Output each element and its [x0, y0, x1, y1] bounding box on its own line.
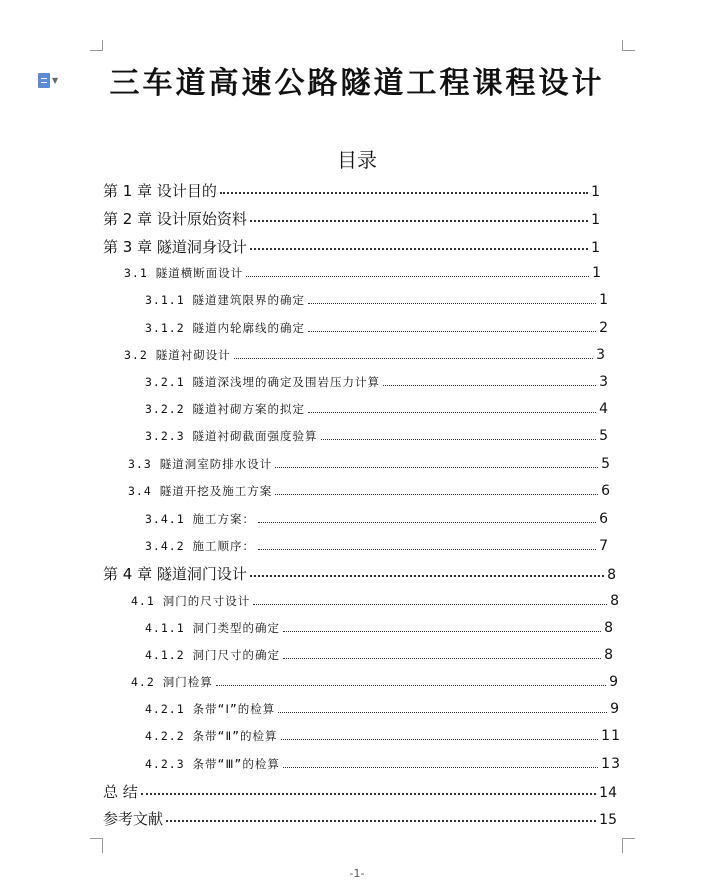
- toc-entry-label: 第 4 章 隧道洞门设计: [103, 565, 247, 583]
- toc-entry[interactable]: [124, 347, 606, 363]
- toc-entry-label: 3.2.2 隧道衬砌方案的拟定: [145, 402, 306, 416]
- toc-entry-page-number: 8: [607, 567, 616, 583]
- toc-entry-page-number: 3: [599, 374, 609, 390]
- toc-entry[interactable]: [145, 374, 609, 390]
- toc-entry-label: 总 结: [103, 783, 138, 801]
- toc-entry-page-number: 13: [601, 756, 621, 772]
- toc-dot-leader: [281, 739, 599, 740]
- toc-dot-leader: [383, 385, 596, 386]
- toc-entry-label: 3.3 隧道洞室防排水设计: [128, 457, 273, 471]
- toc-dot-leader: [283, 767, 598, 768]
- toc-entry-label: 3.2 隧道衬砌设计: [124, 348, 231, 362]
- toc-entry-page-number: 14: [599, 785, 617, 801]
- page-corner-mark-bottom-right: [622, 838, 635, 853]
- toc-entry-label: 4.1.1 洞门类型的确定: [145, 621, 281, 635]
- toc-dot-leader: [278, 712, 607, 713]
- toc-entry[interactable]: [145, 401, 609, 417]
- toc-entry-label: 3.2.3 隧道衬砌截面强度验算: [145, 429, 318, 443]
- toc-entry-label: 3.1 隧道横断面设计: [124, 266, 244, 280]
- toc-entry-page-number: 15: [599, 812, 617, 828]
- toc-entry[interactable]: [145, 511, 609, 527]
- toc-dot-leader: [234, 358, 593, 359]
- toc-dot-leader: [250, 575, 604, 577]
- page-corner-mark-bottom-left: [90, 838, 103, 853]
- toc-entry-label: 3.4 隧道开挖及施工方案: [128, 484, 273, 498]
- toc-entry-page-number: 8: [604, 647, 614, 663]
- toc-entry-label: 4.2.2 条带“Ⅱ”的检算: [145, 729, 278, 743]
- toc-entry[interactable]: [131, 593, 620, 609]
- page-corner-mark-top-right: [622, 40, 635, 51]
- toc-entry[interactable]: [145, 756, 621, 772]
- toc-entry-page-number: 4: [599, 401, 609, 417]
- toc-entry[interactable]: [145, 538, 609, 554]
- toc-entry-page-number: 7: [599, 538, 609, 554]
- toc-entry-label: 4.1.2 洞门尺寸的确定: [145, 648, 281, 662]
- toc-entry[interactable]: [131, 674, 619, 690]
- toc-entry-label: 3.4.1 施工方案：: [145, 512, 256, 526]
- toc-dot-leader: [275, 467, 598, 468]
- toc-entry[interactable]: [103, 208, 600, 228]
- toc-entry-label: 4.2.3 条带“Ⅲ”的检算: [145, 757, 280, 771]
- toc-entry[interactable]: [103, 180, 600, 200]
- toc-entry-label: 3.1.2 隧道内轮廓线的确定: [145, 321, 306, 335]
- toc-entry-label: 3.1.1 隧道建筑限界的确定: [145, 293, 306, 307]
- toc-entry[interactable]: [124, 265, 602, 281]
- toc-entry-page-number: 8: [604, 620, 614, 636]
- toc-entry[interactable]: [128, 456, 611, 472]
- document-title: 三车道高速公路隧道工程课程设计: [109, 66, 605, 101]
- toc-entry-page-number: 1: [591, 240, 600, 256]
- toc-entry-label: 4.1 洞门的尺寸设计: [131, 594, 251, 608]
- toc-dot-leader: [321, 439, 597, 440]
- toc-entry-page-number: 8: [610, 593, 620, 609]
- toc-entry-label: 第 2 章 设计原始资料: [103, 210, 247, 228]
- toc-dot-leader: [250, 220, 588, 222]
- toc-dot-leader: [220, 192, 588, 194]
- toc-entry[interactable]: [145, 620, 614, 636]
- toc-dot-leader: [308, 331, 596, 332]
- toc-dot-leader: [308, 303, 596, 304]
- toc-entry-page-number: 9: [610, 701, 620, 717]
- toc-dot-leader: [253, 604, 607, 605]
- toc-entry[interactable]: [103, 236, 600, 256]
- toc-entry-page-number: 11: [601, 728, 621, 744]
- toc-entry-label: 4.2 洞门检算: [131, 675, 213, 689]
- toc-entry-page-number: 1: [599, 292, 609, 308]
- toc-entry-page-number: 1: [591, 184, 600, 200]
- toc-entry-page-number: 3: [596, 347, 606, 363]
- toc-entry[interactable]: [103, 563, 616, 583]
- toc-dot-leader: [258, 549, 596, 550]
- toc-entry-page-number: 1: [591, 212, 600, 228]
- toc-entry-page-number: 1: [592, 265, 602, 281]
- page-number-footer: -1-: [349, 867, 365, 880]
- toc-entry[interactable]: [145, 320, 609, 336]
- toc-dot-leader: [275, 494, 598, 495]
- toc-entry-page-number: 6: [599, 511, 609, 527]
- toc-entry[interactable]: [145, 647, 614, 663]
- toc-entry[interactable]: [145, 292, 609, 308]
- toc-entry[interactable]: [145, 728, 621, 744]
- toc-entry[interactable]: [145, 428, 609, 444]
- toc-entry-page-number: 5: [601, 456, 611, 472]
- toc-dot-leader: [166, 820, 596, 822]
- toc-dot-leader: [283, 631, 601, 632]
- toc-dot-leader: [141, 793, 596, 795]
- toc-entry[interactable]: [128, 483, 611, 499]
- toc-dot-leader: [246, 276, 589, 277]
- toc-entry-page-number: 9: [609, 674, 619, 690]
- toc-entry[interactable]: [103, 781, 617, 801]
- toc-entry[interactable]: [145, 701, 620, 717]
- toc-dot-leader: [216, 685, 606, 686]
- page-corner-mark-top-left: [90, 40, 103, 51]
- toc-entry-page-number: 5: [599, 428, 609, 444]
- toc-entry-page-number: 2: [599, 320, 609, 336]
- toc-dot-leader: [283, 658, 601, 659]
- toc-entry-label: 4.2.1 条带“Ⅰ”的检算: [145, 702, 276, 716]
- toc-entry-label: 参考文献: [103, 810, 164, 828]
- toc-dot-leader: [308, 412, 596, 413]
- toc-heading: 目录: [337, 148, 377, 172]
- toc-entry-page-number: 6: [601, 483, 611, 499]
- toc-dot-leader: [250, 248, 588, 250]
- toc-entry-label: 3.2.1 隧道深浅埋的确定及围岩压力计算: [145, 375, 381, 389]
- toc-dot-leader: [258, 522, 596, 523]
- chevron-down-icon: ▼: [52, 75, 59, 85]
- toc-entry[interactable]: [103, 808, 617, 828]
- toc-entry-label: 3.4.2 施工顺序：: [145, 539, 256, 553]
- toc-entry-label: 第 3 章 隧道洞身设计: [103, 238, 247, 256]
- toc-entry-label: 第 1 章 设计目的: [103, 182, 217, 200]
